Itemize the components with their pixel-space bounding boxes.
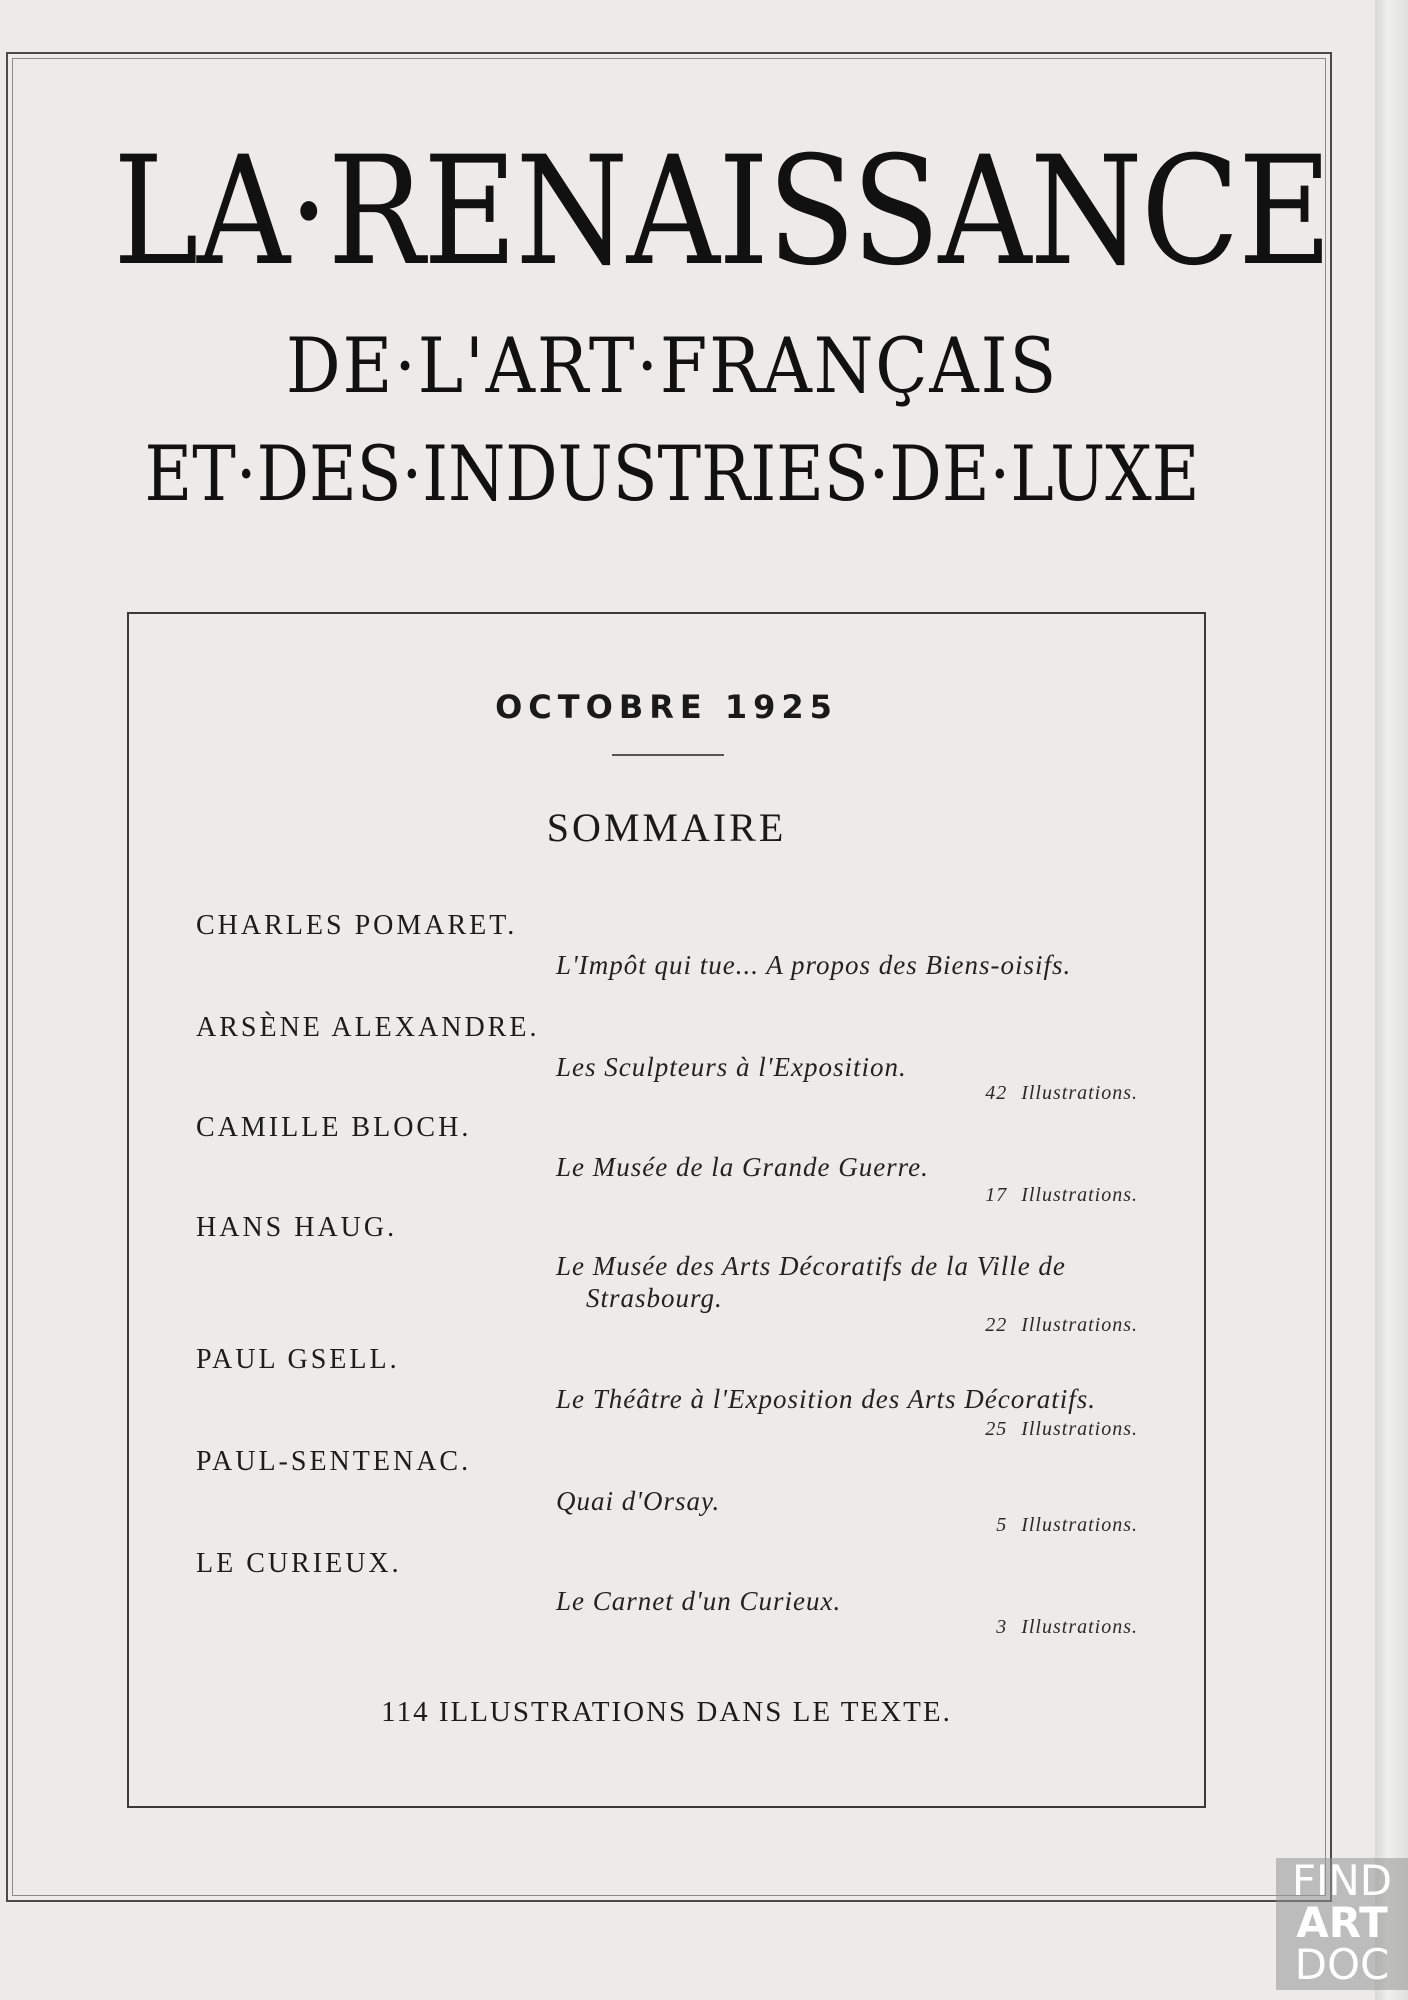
- entry-author: CHARLES POMARET.: [196, 910, 518, 941]
- entry-illustrations: [996, 1616, 1138, 1639]
- entry-title-line: Le Musée des Arts Décoratifs de la Ville de: [556, 1251, 1066, 1281]
- illustration-count: 5: [996, 1514, 1008, 1536]
- entry-illustrations: [985, 1418, 1138, 1441]
- illustration-label: Illustrations.: [1021, 1418, 1138, 1440]
- masthead-subtitle-2: ET·DES·INDUSTRIES·DE·LUXE: [144, 429, 1200, 518]
- entry-illustrations: [996, 1514, 1138, 1537]
- masthead-subtitle-1: DE·L'ART·FRANÇAIS: [285, 321, 1059, 410]
- entry-title: Le Théâtre à l'Exposition des Arts Décoratifs.: [556, 1384, 1097, 1414]
- illustration-label: Illustrations.: [1021, 1616, 1138, 1638]
- entry-author: PAUL GSELL.: [196, 1344, 400, 1375]
- entry-title: Les Sculpteurs à l'Exposition.: [556, 1052, 907, 1082]
- illustration-label: Illustrations.: [1021, 1514, 1138, 1536]
- illustration-count: 3: [996, 1616, 1008, 1638]
- entry-author: HANS HAUG.: [196, 1212, 398, 1243]
- findartdoc-watermark: [1276, 1858, 1408, 1990]
- entry-title: Le Musée de la Grande Guerre.: [556, 1152, 929, 1182]
- entry-title: Le Carnet d'un Curieux.: [556, 1586, 842, 1616]
- entry-illustrations: [985, 1184, 1138, 1207]
- entry-author: CAMILLE BLOCH.: [196, 1112, 472, 1143]
- entry-title: Quai d'Orsay.: [556, 1486, 721, 1516]
- entry-illustrations: [985, 1082, 1138, 1105]
- masthead-title: LA·RENAISSANCE: [113, 125, 1331, 299]
- illustration-count: 42: [985, 1082, 1008, 1104]
- entry-author: PAUL-SENTENAC.: [196, 1446, 472, 1477]
- illustration-label: Illustrations.: [1021, 1314, 1138, 1336]
- watermark-line: ART: [1296, 1898, 1388, 1947]
- illustration-count: 17: [985, 1184, 1008, 1206]
- entry-title: [556, 1250, 1136, 1314]
- illustration-label: Illustrations.: [1021, 1082, 1138, 1104]
- watermark-line: DOC: [1294, 1940, 1390, 1989]
- issue-date: OCTOBRE 1925: [495, 688, 838, 726]
- date-divider: [612, 754, 724, 756]
- entry-author: ARSÈNE ALEXANDRE.: [196, 1012, 540, 1043]
- binding-gutter: [1375, 0, 1408, 2000]
- entry-title-line: Strasbourg.: [586, 1283, 723, 1313]
- entry-author: LE CURIEUX.: [196, 1548, 402, 1579]
- entry-title: L'Impôt qui tue... A propos des Biens-oisifs.: [556, 950, 1072, 980]
- illustration-label: Illustrations.: [1021, 1184, 1138, 1206]
- illustration-count: 25: [985, 1418, 1008, 1440]
- watermark-line: FIND: [1291, 1856, 1393, 1905]
- contents-heading: SOMMAIRE: [546, 805, 787, 850]
- illustration-count: 22: [985, 1314, 1008, 1336]
- illustration-summary: 114 ILLUSTRATIONS DANS LE TEXTE.: [381, 1696, 952, 1728]
- entry-illustrations: [985, 1314, 1138, 1337]
